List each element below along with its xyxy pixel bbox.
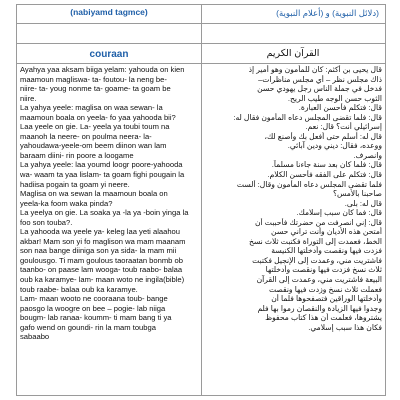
text-line: Lam- maan wooto ne cooraana toub- bange [20, 294, 168, 304]
text-line: فدخل في جملة الناس رجل يهودي حسن [257, 84, 382, 94]
right-header: (دلائل النبوية) و (أعلام النبوية) [276, 8, 379, 18]
text-line: akbar! Mam son yi fo maglison wa mam maanam [20, 236, 186, 246]
text-line: La yahya yeele: maglisa on waa sewan- la [20, 103, 163, 113]
text-line: قال له: بلى. [344, 198, 382, 208]
text-line: yahoudawa-yeele-om beem diinon wan lam [20, 141, 167, 151]
text-line: niire- ta- youg nonme ta- goame- ta goam be [20, 84, 171, 94]
bilingual-table [16, 4, 386, 396]
text-line: قال: فلما كان بعد سنة جاءنا مسلماً. [271, 160, 382, 170]
text-line: أمتحن هذه الأديان وأنت تراني حسن [271, 227, 382, 237]
text-line: فلما تقضى المجلس دعاه المأمون وقال: ألست [236, 179, 382, 189]
text-line: maamoun boala on yeela- fo yaa yahooda bii? [20, 112, 176, 122]
text-line: paosgo la woogre on bee – pogie- lab niiga [20, 303, 166, 313]
text-line: يشتروها، فعلمت أن هذا كتاب محفوظ [265, 313, 382, 323]
text-line: ذاك مجلس نظر – أي مجلس مناظرات– [258, 74, 382, 84]
text-line: maanoh la neere- on poulma neera- la- [20, 131, 152, 141]
text-line: maamoun magliswa- ta- foutou- la neng be- [20, 74, 167, 84]
text-line: Laa yeele on gie. La- yeela ya toubi toum na [20, 122, 170, 132]
text-line: yeela-ka foom waka pinda? [20, 198, 113, 208]
text-line: وانصرف. [353, 150, 382, 160]
text-line: oub ka karamye- lam- maan woto ne ingila(bible) [20, 275, 185, 285]
text-line: bougm- lab ranaa- koumm- ti mam bang ti ya [20, 313, 172, 323]
row-divider [17, 23, 385, 24]
text-line: قال: فتكلم على الفقه فأحسن الكلام. [267, 170, 382, 180]
text-line: taanbo- on paase lam wooga- toub raabo- balaa [20, 265, 183, 275]
text-line: فكان هذا سبب إسلامي. [308, 322, 382, 332]
text-line: baraam diini- rin poore a loogame [20, 150, 134, 160]
text-line: فعملت ثلاث نسخ وزدت فيها ونقصت [268, 284, 382, 294]
text-line: foo son touba?. [20, 217, 73, 227]
right-subheader: القرآن الكريم [266, 48, 320, 59]
text-line: فزدت فيها ونقصت وأدخلتها الكنيسة [271, 246, 382, 256]
text-line: wa- waam ta yaa lislam- ta goam fighi pougain la [20, 170, 185, 180]
right-text-column [205, 65, 382, 393]
text-line: La yahya yeele: laa youmd loogr poore-yahooda [20, 160, 183, 170]
text-line: ثلاث نسخ فزدت فيها ونقصت وأدخلتها [265, 265, 382, 275]
text-line: قال: فلما تقضى المجلس دعاه المأمون فقال له: [233, 112, 382, 122]
text-line: فاشتريت مني، وعمدت إلى الإنجيل فكتبت [252, 255, 382, 265]
left-header: (nabiyamd tagmce) [70, 7, 148, 17]
text-line: صاحبنا بالأمس؟ [333, 189, 382, 199]
text-line: son naa bange diiniga son ya sida- la mam mii [20, 246, 177, 256]
text-line: قال: فما كان سبب إسلامك. [296, 208, 382, 218]
text-line: La yeelya on gie. La soaka ya -la ya -boin yinga la [20, 208, 189, 218]
text-line: hadiisa pogain ta goam yi neere. [20, 179, 130, 189]
text-line: goulousgo. Ti mam goulous taoraatan bonmb ob [20, 255, 183, 265]
text-line: toub raabe- balaa oub ka karamye. [20, 284, 138, 294]
text-line: إسرائيلي أنت؟ قال: نعم. [305, 122, 382, 132]
text-line: niire. [20, 93, 37, 103]
text-line: sabaabo [20, 332, 50, 342]
text-line: gafo wend on goundi- rin la mam toubga [20, 322, 156, 332]
row-divider [17, 63, 385, 64]
text-line: ووعده، فقال: ديني ودين آبائي. [287, 141, 382, 151]
text-line: البيعة فاشتريت مني، وعمدت إلى القرآن [256, 275, 382, 285]
row-divider [17, 43, 385, 44]
text-line: Ayahya yaa aksam biiga yelam: yahouda on kien [20, 65, 185, 74]
text-line: وجدوا فيها الزيادة والنقصان رموا بها فلم [257, 303, 382, 313]
text-line: الخط، فعمدت إلى التوراة فكتبت ثلاث نسخ [248, 236, 382, 246]
text-line: قال يحيى بن أكثم: كان للمأمون وهو أمير إذ [248, 65, 382, 74]
text-line: La yahooda wa yeele ya- keleg laa yeti alaahou [20, 227, 181, 237]
text-line: Maglisa on wa sewan la maamoun boala on [20, 189, 168, 199]
text-line: وأدخلتها الوراقين فتصفحوها فلما أن [271, 294, 382, 304]
left-text-column [20, 65, 198, 393]
text-line: قال: فتكلم فأحسن العبارة. [298, 103, 382, 113]
text-line: قال: إني انصرفت من حضرتك فأحببت أن [254, 217, 382, 227]
left-subheader: couraan [89, 49, 129, 60]
text-line: الثوب حسن الوجه طيب الريح. [287, 93, 382, 103]
text-line: قال له: أسلم حتى أفعل بك وأصنع لك، [264, 131, 382, 141]
